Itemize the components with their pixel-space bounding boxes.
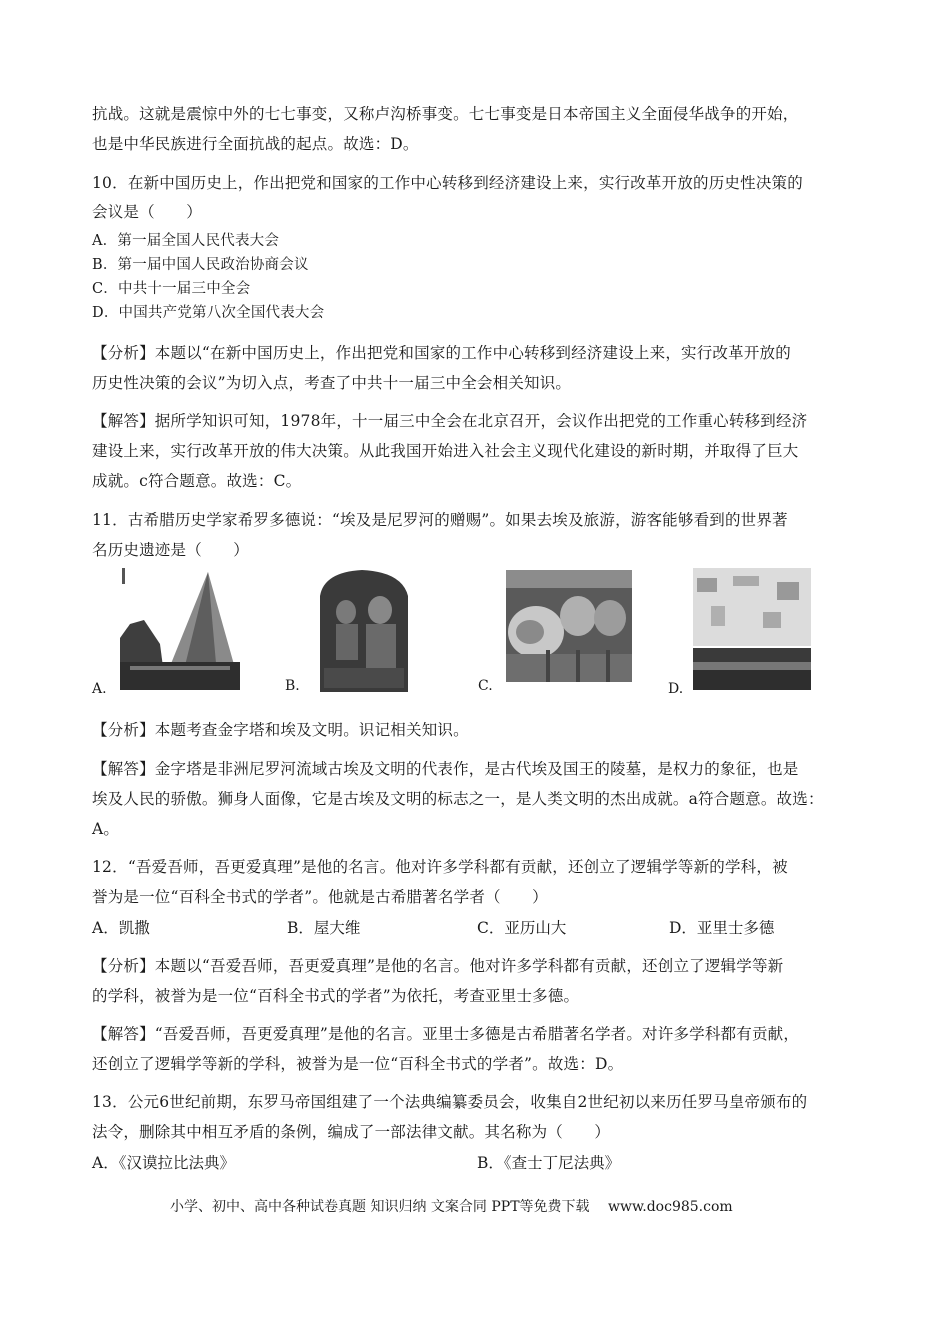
ancient-ruins-photo <box>693 568 811 690</box>
pyramid-sphinx-photo <box>120 566 240 690</box>
option-b: B．《查士丁尼法典》 <box>477 1154 621 1172</box>
analysis-11: 【分析】本题考查金字塔和埃及文明。识记相关知识。 <box>92 721 469 739</box>
option-a: A．第一届全国人民代表大会 <box>92 233 280 249</box>
question-11-stem: 11．古希腊历史学家希罗多德说：“埃及是尼罗河的赠赐”。如果去埃及旅游，游客能够看到的世界著 <box>92 511 788 529</box>
terracotta-warriors-photo <box>506 570 632 682</box>
question-10-stem: 会议是（ ） <box>92 203 202 221</box>
text-line: 也是中华民族进行全面抗战的起点。故选：D。 <box>92 135 419 153</box>
answer-12: 还创立了逻辑学等新的学科，被誉为是一位“百科全书式的学者”。故选：D。 <box>92 1055 624 1073</box>
option-c-label: C. <box>478 678 493 694</box>
answer-10: 建设上来，实行改革开放的伟大决策。从此我国开始进入社会主义现代化建设的新时期，并取得了巨大 <box>92 442 799 460</box>
analysis-10: 历史性决策的会议”为切入点，考查了中共十一届三中全会相关知识。 <box>92 374 572 392</box>
question-12-options <box>0 916 950 940</box>
answer-11: 【解答】金字塔是非洲尼罗河流域古埃及文明的代表作，是古代埃及国王的陵墓，是权力的象征，也是 <box>92 760 799 778</box>
code-of-hammurabi-stele-photo <box>310 568 414 692</box>
option-c: C．亚历山大 <box>477 919 567 937</box>
question-12-stem: 誉为是一位“百科全书式的学者”。他就是古希腊著名学者（ ） <box>92 888 548 906</box>
option-b-label: B. <box>285 678 300 694</box>
answer-11: 埃及人民的骄傲。狮身人面像，它是古埃及文明的标志之一，是人类文明的杰出成就。a符合题意。故选： <box>92 790 824 808</box>
option-d-label: D. <box>668 681 684 697</box>
option-a-label: A. <box>92 681 107 697</box>
text-line: 抗战。这就是震惊中外的七七事变，又称卢沟桥事变。七七事变是日本帝国主义全面侵华战争的开始， <box>92 105 799 123</box>
question-11-stem: 名历史遗迹是（ ） <box>92 541 250 559</box>
analysis-10: 【分析】本题以“在新中国历史上，作出把党和国家的工作中心转移到经济建设上来，实行改革开放的 <box>92 344 791 362</box>
question-12-stem: 12．“吾爱吾师，吾更爱真理”是他的名言。他对许多学科都有贡献，还创立了逻辑学等新的学科，被 <box>92 858 788 876</box>
question-13-stem: 13．公元6世纪前期，东罗马帝国组建了一个法典编纂委员会，收集自2世纪初以来历任罗马皇帝颁布的 <box>92 1093 808 1111</box>
question-10-stem: 10．在新中国历史上，作出把党和国家的工作中心转移到经济建设上来，实行改革开放的历史性决策的 <box>92 174 803 192</box>
answer-10: 成就。c符合题意。故选：C。 <box>92 472 302 490</box>
answer-12: 【解答】“吾爱吾师，吾更爱真理”是他的名言。亚里士多德是古希腊著名学者。对许多学科都有贡献， <box>92 1025 800 1043</box>
question-13-stem: 法令，删除其中相互矛盾的条例，编成了一部法律文献。其名称为（ ） <box>92 1123 611 1141</box>
analysis-12: 的学科，被誉为是一位“百科全书式的学者”为依托，考查亚里士多德。 <box>92 987 580 1005</box>
option-d: D．中国共产党第八次全国代表大会 <box>92 305 325 321</box>
question-13-options <box>0 1151 950 1175</box>
option-c: C．中共十一届三中全会 <box>92 281 251 297</box>
option-b: B．第一届中国人民政治协商会议 <box>92 257 309 273</box>
option-a: A．凯撒 <box>92 919 150 937</box>
answer-10: 【解答】据所学知识可知，1978年，十一届三中全会在北京召开，会议作出把党的工作重心转移到经济 <box>92 412 808 430</box>
page-footer: 小学、初中、高中各种试卷真题 知识归纳 文案合同 PPT等免费下载 www.doc985.com <box>170 1199 733 1215</box>
answer-11: A。 <box>92 820 120 838</box>
option-d: D．亚里士多德 <box>669 919 775 937</box>
option-a: A．《汉谟拉比法典》 <box>92 1154 235 1172</box>
analysis-12: 【分析】本题以“吾爱吾师，吾更爱真理”是他的名言。他对许多学科都有贡献，还创立了逻辑学等新 <box>92 957 784 975</box>
option-b: B．屋大维 <box>287 919 361 937</box>
